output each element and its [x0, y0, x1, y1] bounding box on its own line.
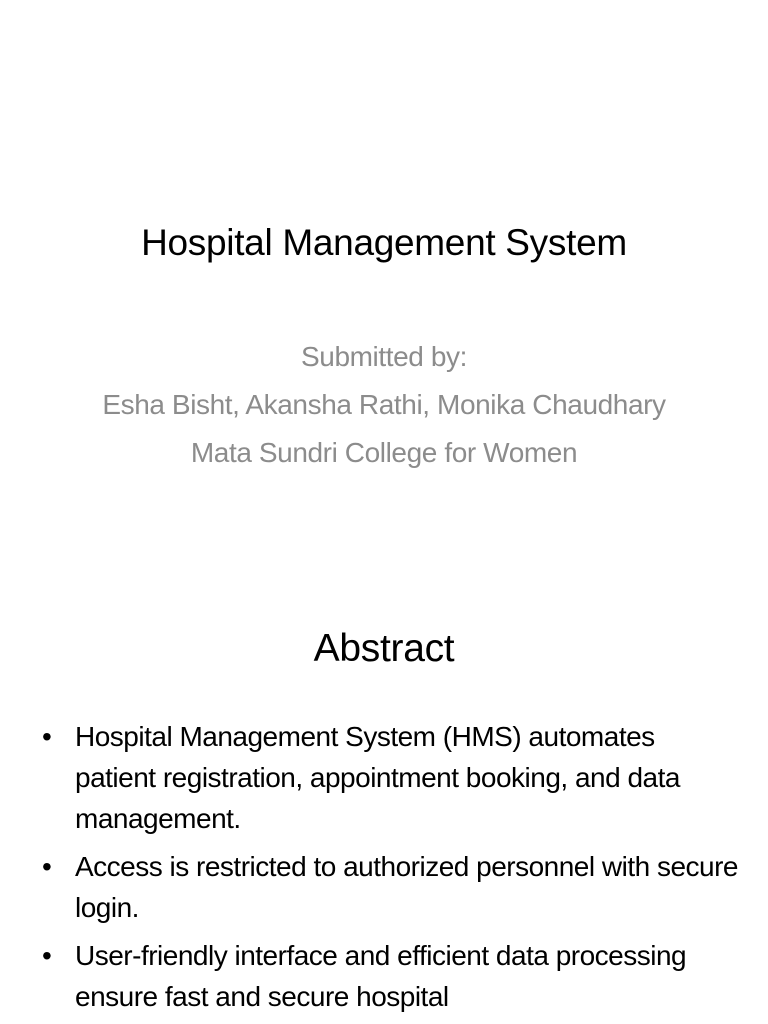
bullet-list [40, 716, 740, 1024]
bullet-icon: • [42, 940, 52, 971]
bullet-icon: • [42, 851, 52, 882]
college-name: Mata Sundri College for Women [190, 437, 578, 468]
submitted-by-label: Submitted by: [301, 341, 467, 372]
slide-subtitle [80, 336, 688, 474]
authors: Esha Bisht, Akansha Rathi, Monika Chaudhary [102, 389, 666, 420]
abstract-title: Abstract [313, 627, 455, 670]
slide-title: Hospital Management System [141, 222, 627, 263]
bullet-item: • User-friendly interface and efficient data processing ensure fast and secure hospital [40, 935, 740, 1017]
bullet-icon: • [42, 721, 52, 752]
bullet-item: • Access is restricted to authorized personnel with secure login. [40, 846, 740, 928]
bullet-item: • Hospital Management System (HMS) automates patient registration, appointment booking, and data management. [40, 716, 740, 839]
